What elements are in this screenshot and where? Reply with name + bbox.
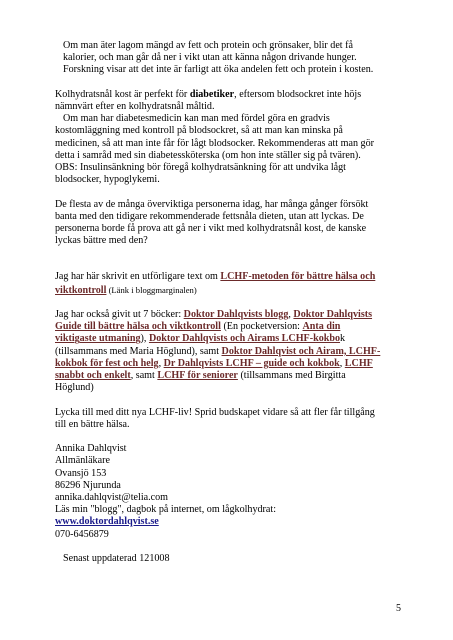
lchf-method-link[interactable]: LCHF-metoden för bättre hälsa och viktkontroll [55, 271, 376, 296]
book-link-kokbok[interactable]: Doktor Dahlqvists och Airams LCHF-kokbo [148, 333, 341, 345]
book-link-guide-kokbok[interactable]: Dr Dahlqvists LCHF – guide och kokbok [163, 357, 340, 369]
website-link[interactable]: www.doktordahlqvist.se [55, 516, 159, 528]
author-title: Allmänläkare [55, 455, 110, 467]
diabetiker-bold: diabetiker [189, 88, 235, 100]
phone-number: 070-6456879 [55, 528, 109, 540]
book-link-snabbt[interactable]: LCHF snabbt och enkelt [55, 357, 373, 382]
page-number: 5 [396, 603, 401, 614]
paragraph-lchf-method: Jag har här skrivit en utförligare text om LCHF-metoden för bättre hälsa och viktkontroll (Länk i bloggmarginalen) [55, 271, 376, 296]
paragraph-fat-protein: Om man äter lagom mängd av fett och protein och grönsaker, blir det få kalorier, och man går då ner i vikt utan att känna någon drivande hunger. Forskning visar att det inte är farligt att öka andelen fett och protein i kosten. [63, 40, 374, 76]
paragraph-diabetes: Kolhydratsnål kost är perfekt för diabetiker, eftersom blodsockret inte höjs nämnvärt efter en kolhydratsnål måltid. Om man har diabetesmedicin kan man med fördel göra en gradvis kostomläggning med kontroll på blodsockret, så att man kan minska på medicinen, så att man inte får för lågt blodsocker. Rekommenderas att man gör detta i samråd med sin diabetessköterska (om hon inte ställer sig på tvären). OBS: Insulinsänkning bör föregå kolhydratsänkning för att undvika lågt blodsocker, hypoglykemi. [55, 88, 374, 186]
last-updated: Senast uppdaterad 121008 [63, 553, 170, 565]
signature-block [55, 443, 408, 541]
book-link-seniorer[interactable]: LCHF för seniorer [157, 370, 238, 382]
paragraph-books: Jag har också givit ut 7 böcker: Doktor Dahlqvists blogg, Doktor Dahlqvists Guide till bättre hälsa och viktkontroll (En pocketversion: Anta din viktigaste utmaning), Doktor Dahlqvists och Airams LCHF-kokbok (tillsammans med Maria Höglund), samt Doktor Dahlqvist och Airam, LCHF- kokbok för fest och helg, Dr Dahlqvists LCHF – guide och kokbok, LCHF snabbt och enkelt, samt LCHF för seniorer (tillsammans med Birgitta Höglund) [55, 309, 381, 394]
book-link-blogg[interactable]: Doktor Dahlqvists blogg [183, 309, 289, 321]
paragraph-good-luck: Lycka till med ditt nya LCHF-liv! Sprid budskapet vidare så att fler får tillgång till en bättre hälsa. [55, 406, 375, 430]
author-name: Annika Dahlqvist [55, 443, 127, 455]
book-link-utmaning[interactable]: Anta din viktigaste utmaning [55, 321, 341, 345]
blog-text: Läs min "blogg", dagbok på internet, om lågkolhydrat: [55, 504, 277, 516]
document-body [55, 40, 408, 565]
paragraph-overweight: De flesta av de många överviktiga personerna idag, har många gånger försökt banta med den tidigare rekommenderade fettsnåla dieten, utan att lyckas. De personerna borde få prova att gå ner i vikt med kolhydratsnål kost, de kanske lyckas bättre med den? [55, 198, 369, 247]
book-link-fest-helg[interactable]: Doktor Dahlqvist och Airam, LCHF- kokbok för fest och helg [55, 345, 381, 369]
street-address: Ovansjö 153 [55, 467, 107, 479]
postal-city: 86296 Njurunda [55, 479, 121, 491]
email-address: annika.dahlqvist@telia.com [55, 492, 169, 504]
book-link-guide[interactable]: Doktor Dahlqvists Guide till bättre hälsa och viktkontroll [55, 309, 373, 333]
